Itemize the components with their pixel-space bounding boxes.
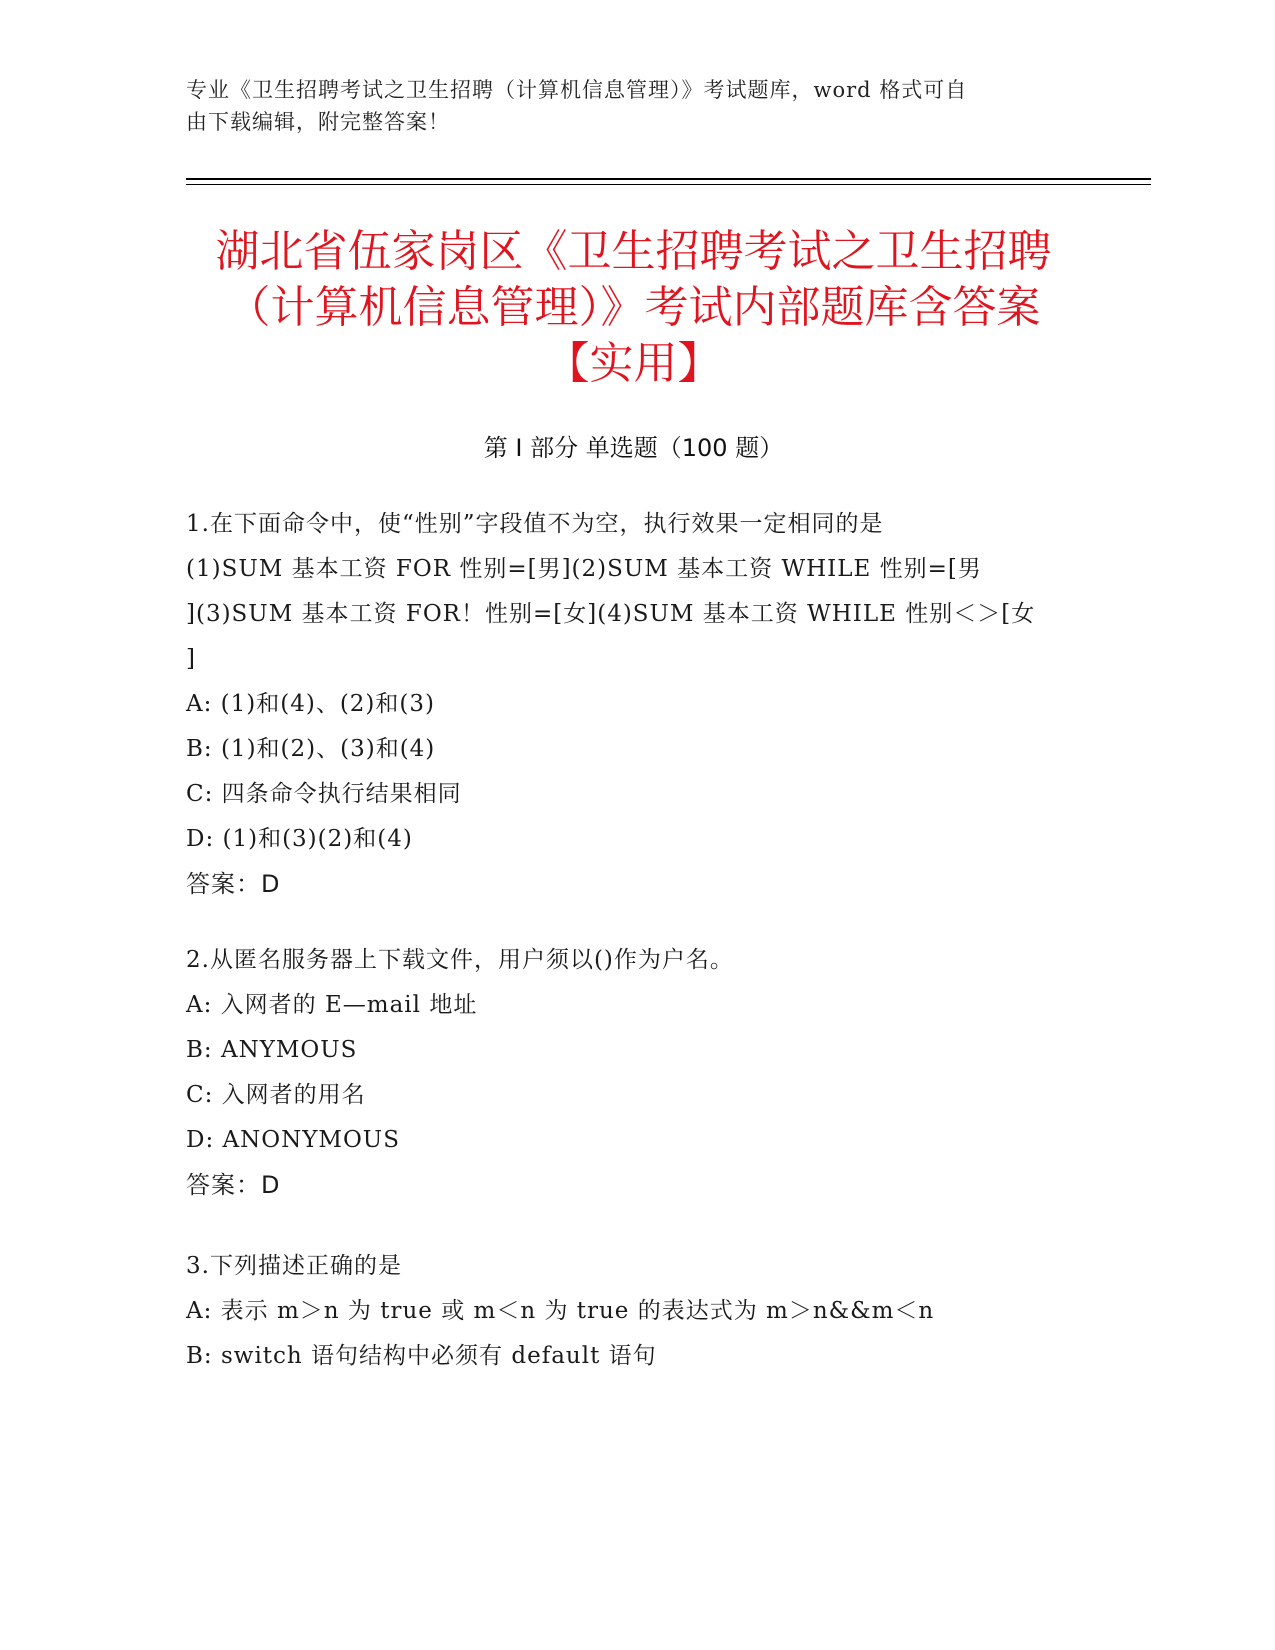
question-3-option-a: A: 表示 m＞n 为 true 或 m＜n 为 true 的表达式为 m＞n&&m＜n [186,1298,935,1324]
question-2-answer: 答案：D [186,1171,281,1199]
question-1-stem-line-2: (1)SUM 基本工资 FOR 性别=[男](2)SUM 基本工资 WHILE 性别=[男 [186,556,982,582]
document-title [186,224,1081,392]
question-1-option-c: C: 四条命令执行结果相同 [186,781,462,807]
header-note [186,74,1086,138]
header-rule-thin [186,184,1151,185]
header-note-line-2: 由下载编辑，附完整答案！ [186,110,450,134]
question-3-stem-line-1: 3.下列描述正确的是 [186,1253,402,1279]
question-1-option-a: A: (1)和(4)、(2)和(3) [186,691,435,717]
question-2-option-a: A: 入网者的 E—mail 地址 [186,992,478,1018]
question-1-stem-line-1: 1.在下面命令中，使“性别”字段值不为空，执行效果一定相同的是 [186,511,884,537]
question-2-stem-line-1: 2.从匿名服务器上下载文件，用户须以()作为户名。 [186,947,734,973]
question-2 [186,938,1086,1208]
question-1-answer: 答案：D [186,870,281,898]
question-2-option-c: C: 入网者的用名 [186,1082,366,1108]
question-1-stem-line-3: ](3)SUM 基本工资 FOR！性别=[女](4)SUM 基本工资 WHILE 性别＜＞[女 [186,601,1036,627]
question-3 [186,1244,1086,1379]
question-1-stem-line-4: ] [186,646,196,672]
title-line-2: （计算机信息管理）》考试内部题库含答案 [226,282,1041,333]
question-3-option-b: B: switch 语句结构中必须有 default 语句 [186,1343,657,1369]
title-line-1: 湖北省伍家岗区《卫生招聘考试之卫生招聘 [215,226,1052,277]
question-1-option-d: D: (1)和(3)(2)和(4) [186,826,413,852]
title-line-3: 【实用】 [545,338,722,389]
header-rule-thick [186,178,1151,180]
section-heading: 第 I 部分 单选题（100 题） [483,434,784,462]
question-1 [186,502,1086,907]
question-1-option-b: B: (1)和(2)、(3)和(4) [186,736,436,762]
header-note-line-1: 专业《卫生招聘考试之卫生招聘（计算机信息管理）》考试题库，word 格式可自 [186,78,968,102]
question-2-option-d: D: ANONYMOUS [186,1127,400,1153]
question-2-option-b: B: ANYMOUS [186,1037,358,1063]
